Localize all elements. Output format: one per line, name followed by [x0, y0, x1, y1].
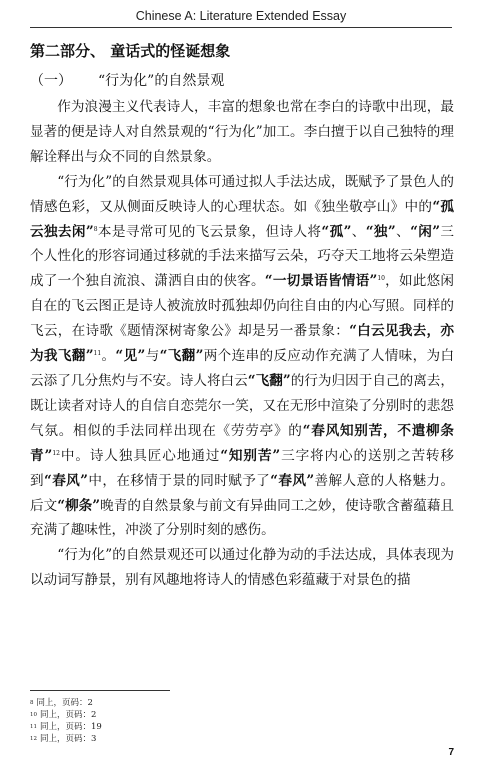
quote: “知别苦”: [220, 447, 281, 464]
text-run: 三字将内心的送别之苦转移到: [30, 447, 455, 489]
footnote-ref: 12: [52, 449, 60, 457]
text-run: 三个人性化的形容词通过移就的手法来描写云朵，巧夺天工地将云朵塑造成了一个独自流浪、潇洒自由的侠客。: [30, 223, 455, 290]
quote: “飞翻”: [159, 348, 204, 365]
footnote: [30, 709, 102, 721]
footnote-ref: 10: [377, 275, 385, 283]
subsection-heading: [30, 70, 224, 90]
quote: “独”: [365, 223, 396, 240]
subsection-number: （一）: [30, 73, 72, 89]
footnote: [30, 697, 102, 709]
quote: “飞翻”: [247, 372, 291, 389]
footnote-mark: 12: [30, 736, 37, 742]
paragraph-2: [30, 170, 454, 544]
footnote-ref: 11: [93, 350, 102, 358]
footnote-mark: 11: [30, 724, 37, 730]
text-run: 中，在移情于景的同时赋予了: [87, 472, 271, 489]
paragraph-3: “行为化”的自然景观还可以通过化静为动的手法达成，具体表现为以动词写静景，别有风趣地将诗人的情感色彩蕴藏于对景色的描: [30, 547, 454, 589]
subsection-title: “行为化”的自然景观: [98, 73, 225, 89]
footnote: [30, 733, 102, 745]
quote: “春风知别苦，不遣柳条青”: [30, 422, 454, 464]
footnote-mark: 10: [30, 712, 37, 718]
page-number: 7: [448, 747, 454, 758]
quote: “柳条”: [57, 497, 101, 514]
header-rule: [30, 27, 452, 28]
text-run: 中。诗人独具匠心地通过: [59, 447, 221, 464]
text-run: 。: [101, 348, 116, 365]
body-text: [30, 95, 454, 593]
quote: “见”: [115, 348, 146, 365]
quote: “闲”: [410, 223, 441, 240]
footnote-ref: 8: [93, 225, 98, 233]
page-header: Chinese A: Literature Extended Essay: [135, 9, 347, 23]
footnote-text: 同上，页码：3: [40, 734, 97, 744]
quote: “孤”: [321, 223, 352, 240]
text-run: 的行为归因于自己的离去，既让读者对诗人的自信自恋莞尔一笑，又在无形中渲染了分别时的悲怨气氛。相似的手法同样出现在《劳劳亭》的: [30, 372, 455, 439]
text-run: “行为化”的自然景观具体可通过拟人手法达成，既赋予了景色人的情感色彩，又从侧面反映诗人的心理状态。如《独坐敬亭山》中的: [30, 173, 454, 215]
section-heading: 第二部分、 童话式的怪诞想象: [30, 42, 231, 60]
footnote-text: 同上，页码：2: [36, 698, 93, 708]
text-run: 两个连串的反应动作充满了人情味，为白云添了几分焦灼与不安。诗人将白云: [30, 348, 455, 389]
footnote: [30, 721, 102, 733]
text-run: 、: [395, 223, 411, 240]
footnote-rule: [30, 690, 170, 691]
paragraph-1: 作为浪漫主义代表诗人，丰富的想象也常在李白的诗歌中出现，最显著的便是诗人对自然景观的“行为化”加工。李白擅于以自己独特的理解诠释出与众不同的自然景象。: [30, 99, 454, 165]
footnote-text: 同上，页码：2: [40, 710, 97, 720]
quote: “春风”: [270, 472, 315, 489]
text-run: ，如此悠闲自在的飞云图正是诗人被流放时孤独却仍向往自由的内心写照。同样的飞云，在诗歌《题情深树寄象公》却是另一番景象：: [30, 273, 455, 340]
text-run: 本是寻常可见的飞云景象，但诗人将: [97, 223, 322, 240]
quote: “春风”: [43, 472, 88, 489]
text-run: 与: [145, 348, 160, 365]
quote: “孤云独去闲”: [30, 198, 455, 240]
quote: “一切景语皆情语”: [264, 273, 378, 290]
text-run: 晚青的自然景象与前文有异曲同工之妙，使诗歌含蓄蕴藉且充满了趣味性，冲淡了分别时刻的感伤。: [30, 497, 455, 539]
footnotes: [30, 697, 102, 745]
footnote-mark: 8: [30, 700, 34, 706]
footnote-text: 同上，页码：19: [40, 722, 102, 732]
text-run: 善解人意的人格魅力。后文: [30, 472, 455, 514]
quote: “白云见我去，亦为我飞翻”: [30, 323, 455, 365]
text-run: 、: [351, 223, 366, 240]
